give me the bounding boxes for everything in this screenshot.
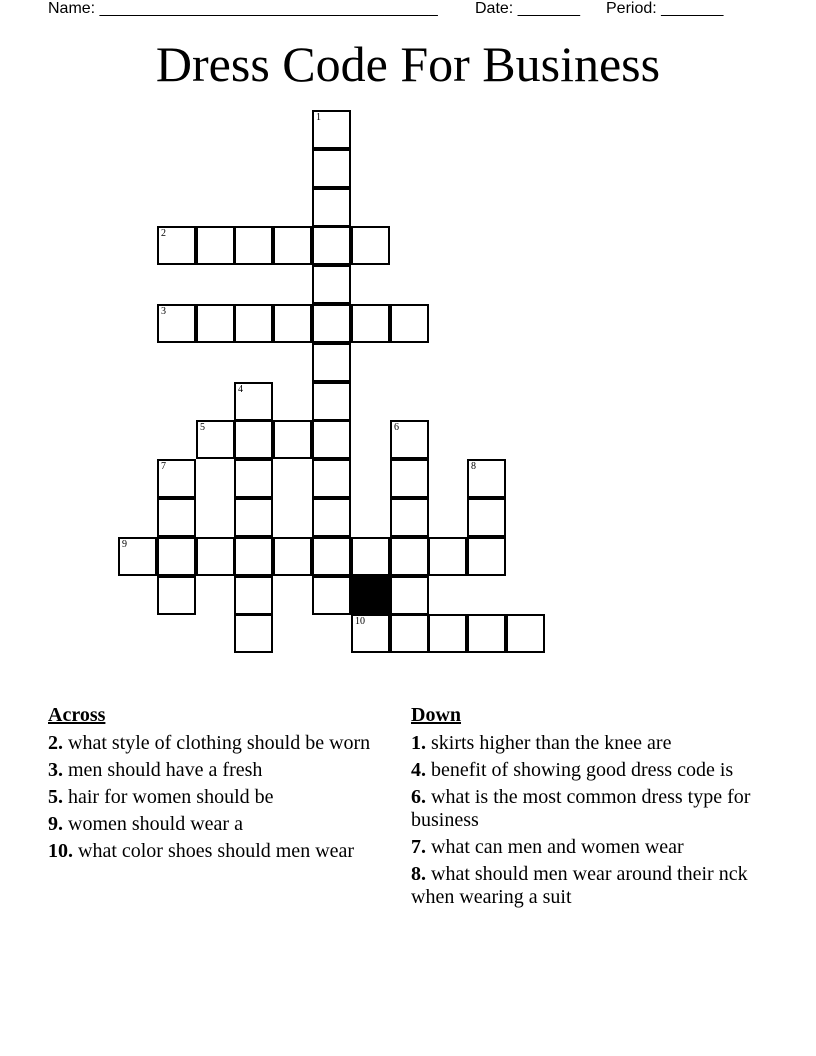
clue-number-label: 3 [161,306,166,317]
clue-number-label: 10 [355,616,365,627]
clue-number: 7. [411,836,426,858]
crossword-cell[interactable] [312,265,351,304]
crossword-cell[interactable] [157,459,196,498]
crossword-cell[interactable] [390,304,429,343]
crossword-cell[interactable] [312,576,351,615]
crossword-cell[interactable] [467,614,506,653]
worksheet-header [48,0,768,20]
clue-number-label: 8 [471,461,476,472]
crossword-cell[interactable] [467,537,506,576]
clue-down-6 [411,786,751,832]
clue-number: 5. [48,786,63,808]
crossword-cell[interactable] [118,537,157,576]
crossword-cell[interactable] [312,343,351,382]
clue-number-label: 2 [161,228,166,239]
crossword-cell[interactable] [312,420,351,459]
crossword-cell[interactable] [390,576,429,615]
clue-down-1 [411,732,751,755]
clue-text: skirts higher than the knee are [431,732,672,754]
crossword-cell[interactable] [390,459,429,498]
crossword-cell[interactable] [196,537,235,576]
clue-number: 6. [411,786,426,808]
clue-down-8 [411,863,751,909]
crossword-cell[interactable] [390,537,429,576]
crossword-cell[interactable] [234,459,273,498]
crossword-cell[interactable] [234,576,273,615]
crossword-cell[interactable] [234,498,273,537]
clue-across-2 [48,732,378,755]
crossword-cell[interactable] [157,304,196,343]
crossword-cell[interactable] [273,304,312,343]
crossword-cell[interactable] [196,420,235,459]
down-heading: Down [411,704,462,726]
clue-text: what color shoes should men wear [78,840,355,862]
crossword-cell[interactable] [351,304,390,343]
crossword-cell[interactable] [312,537,351,576]
clue-number: 8. [411,863,426,885]
clue-text: what can men and women wear [431,836,684,858]
crossword-cell[interactable] [428,537,467,576]
crossword-cell[interactable] [273,420,312,459]
crossword-cell[interactable] [234,304,273,343]
crossword-cell[interactable] [390,498,429,537]
clue-text: hair for women should be [68,786,274,808]
crossword-cell[interactable] [234,614,273,653]
crossword-cell[interactable] [390,420,429,459]
crossword-cell[interactable] [234,420,273,459]
crossword-cell[interactable] [312,188,351,227]
crossword-cell[interactable] [312,304,351,343]
crossword-cell[interactable] [351,537,390,576]
crossword-cell[interactable] [157,226,196,265]
clue-number: 10. [48,840,73,862]
clue-text: men should have a fresh [68,759,263,781]
clue-down-7 [411,836,751,859]
crossword-block [351,576,390,615]
crossword-cell[interactable] [351,226,390,265]
clue-number-label: 6 [394,422,399,433]
crossword-cell[interactable] [351,614,390,653]
name-field[interactable]: Name: ______________________________________ [48,0,438,17]
clue-across-5 [48,786,378,809]
period-field[interactable]: Period: _______ [606,0,724,17]
crossword-cell[interactable] [312,382,351,421]
down-clues [411,702,751,913]
crossword-cell[interactable] [273,537,312,576]
clue-text: what style of clothing should be worn [68,732,371,754]
clue-number-label: 4 [238,384,243,395]
clue-text: women should wear a [68,813,243,835]
crossword-cell[interactable] [390,614,429,653]
crossword-cell[interactable] [312,459,351,498]
clue-across-10 [48,840,378,863]
across-clues [48,702,378,867]
clue-number: 4. [411,759,426,781]
clue-number-label: 1 [316,112,321,123]
crossword-cell[interactable] [467,498,506,537]
crossword-cell[interactable] [234,382,273,421]
crossword-cell[interactable] [467,459,506,498]
clue-text: what should men wear around their nck when wearing a suit [411,863,748,908]
crossword-cell[interactable] [234,226,273,265]
across-heading: Across [48,704,106,726]
clue-number: 3. [48,759,63,781]
clue-number-label: 5 [200,422,205,433]
crossword-cell[interactable] [312,226,351,265]
crossword-cell[interactable] [312,498,351,537]
crossword-cell[interactable] [157,498,196,537]
crossword-cell[interactable] [196,226,235,265]
crossword-cell[interactable] [157,537,196,576]
clue-number-label: 7 [161,461,166,472]
crossword-cell[interactable] [312,110,351,149]
clue-text: benefit of showing good dress code is [431,759,734,781]
page-title: Dress Code For Business [155,36,661,92]
clue-number: 2. [48,732,63,754]
clue-down-4 [411,759,751,782]
clue-number-label: 9 [122,539,127,550]
crossword-cell[interactable] [428,614,467,653]
clue-number: 9. [48,813,63,835]
crossword-cell[interactable] [157,576,196,615]
crossword-cell[interactable] [312,149,351,188]
clue-number: 1. [411,732,426,754]
crossword-cell[interactable] [196,304,235,343]
clue-across-3 [48,759,378,782]
clue-text: what is the most common dress type for business [411,786,751,831]
clue-across-9 [48,813,378,836]
crossword-cell[interactable] [506,614,545,653]
date-field[interactable]: Date: _______ [475,0,580,17]
crossword-cell[interactable] [273,226,312,265]
crossword-cell[interactable] [234,537,273,576]
